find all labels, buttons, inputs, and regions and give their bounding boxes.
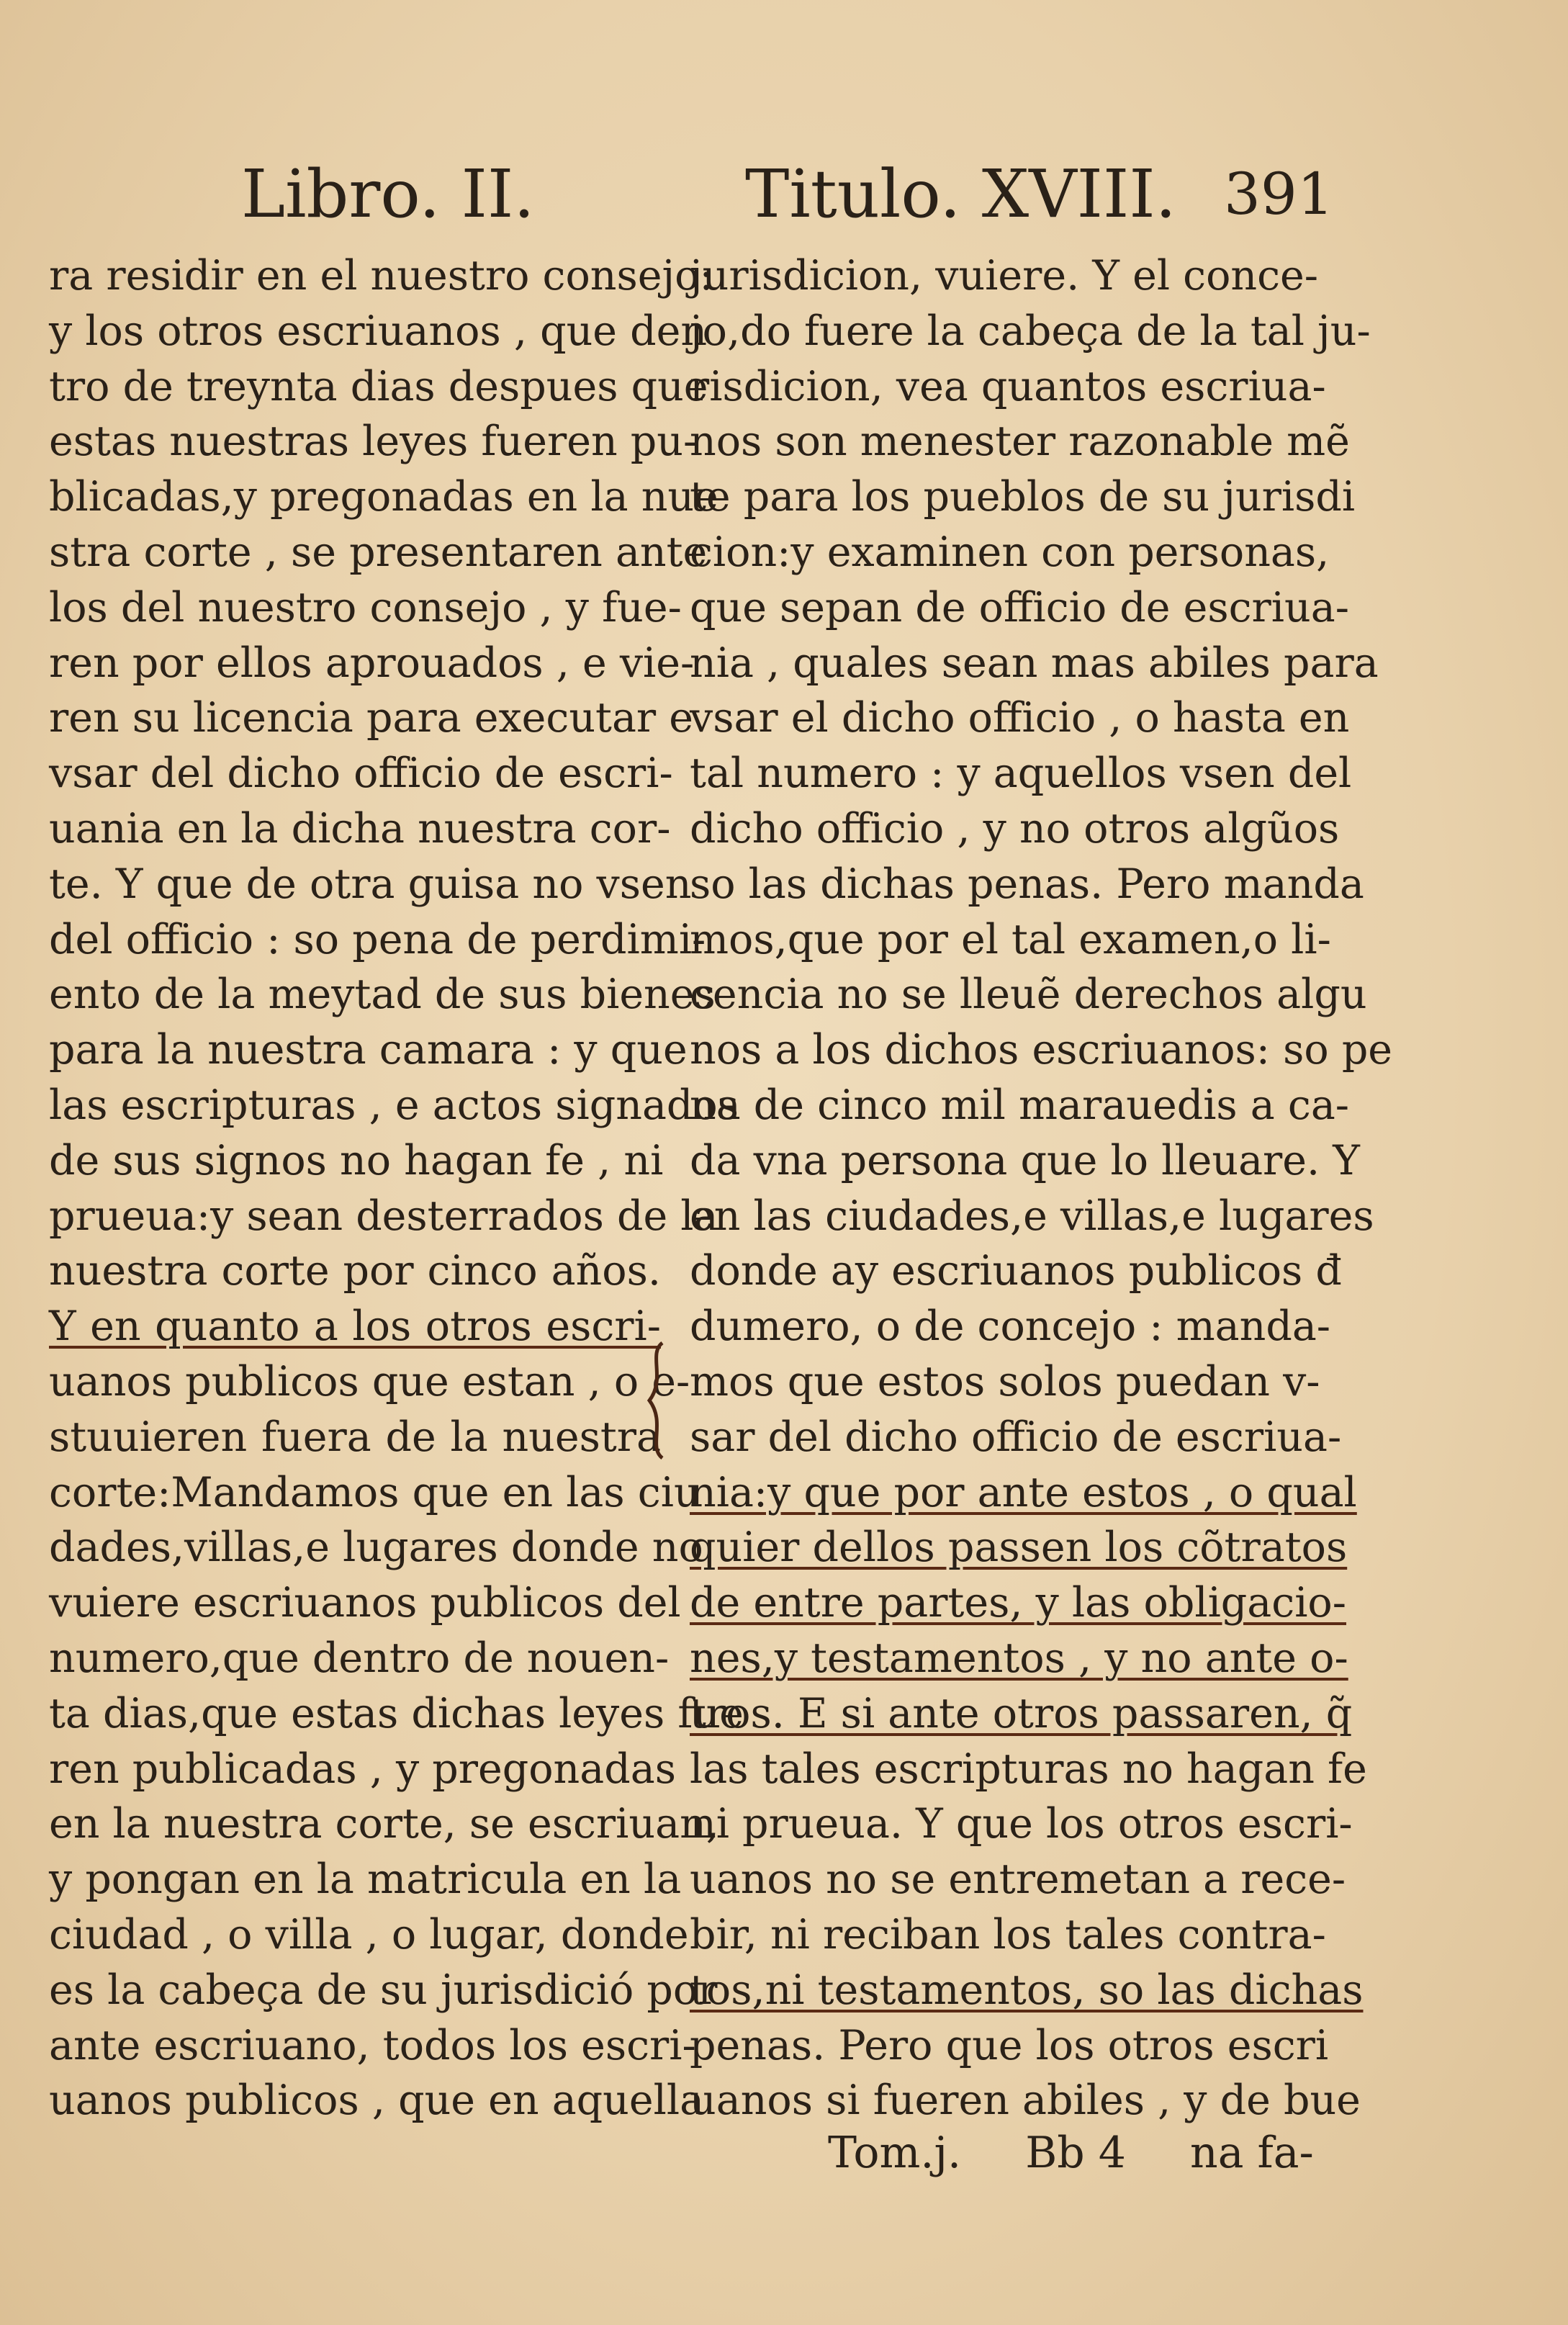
text-line: na de cinco mil marauedis a ca- (690, 1081, 1350, 1129)
text-line: y pongan en la matricula en la (49, 1856, 682, 1904)
text-line: las escripturas , e actos signados (49, 1081, 739, 1129)
text-line: bir, ni reciban los tales contra- (690, 1910, 1326, 1959)
text-line: ciudad , o villa , o lugar, donde (49, 1910, 689, 1959)
text-line: jo,do fuere la cabeça de la tal ju- (690, 307, 1371, 355)
text-line: blicadas,y pregonadas en la nue (49, 473, 718, 521)
text-line: nos son menester razonable mẽ (690, 418, 1350, 466)
text-line: ren su licencia para executar e (49, 694, 694, 742)
text-line: vuiere escriuanos publicos del (49, 1579, 681, 1627)
text-line: dades,villas,e lugares donde no (49, 1524, 703, 1572)
text-line: penas. Pero que los otros escri (690, 2021, 1329, 2069)
text-line: uanos si fueren abiles , y de bue (690, 2077, 1361, 2125)
running-header (0, 151, 1568, 238)
underlined-text-line: Y en quanto a los otros escri- (49, 1303, 661, 1351)
text-line: prueua:y sean desterrados de la (49, 1192, 718, 1240)
text-line: ento de la meytad de sus bienes (49, 971, 716, 1019)
text-line: dicho officio , y no otros algũos (690, 804, 1340, 853)
text-line: stra corte , se presentaren ante (49, 528, 708, 576)
page-footer (828, 2124, 1332, 2182)
page-number: 391 (1224, 161, 1334, 228)
text-line: vsar del dicho officio de escri- (49, 750, 673, 798)
text-line: es la cabeça de su jurisdició por (49, 1966, 718, 2014)
text-line: dumero, o de concejo : manda- (690, 1303, 1331, 1351)
text-line: sar del dicho officio de escriua- (690, 1413, 1342, 1461)
signature-mark: Bb 4 (1025, 2128, 1126, 2178)
text-line: stuuieren fuera de la nuestra (49, 1413, 661, 1461)
text-line: uanos publicos que estan , o e- (49, 1357, 690, 1406)
right-column (690, 248, 1393, 2128)
book-label: Libro. II. (241, 156, 535, 233)
text-line: ren por ellos aprouados , e vie- (49, 639, 695, 687)
text-line: so las dichas penas. Pero manda (690, 860, 1364, 908)
text-line: te. Y que de otra guisa no vsen (49, 860, 692, 908)
text-line: nos a los dichos escriuanos: so pe (690, 1026, 1393, 1074)
text-line: mos que estos solos puedan v- (690, 1357, 1320, 1406)
text-line: mos,que por el tal examen,o li- (690, 915, 1331, 963)
text-line: ni prueua. Y que los otros escri- (690, 1800, 1353, 1848)
volume-label: Tom.j. (828, 2128, 962, 2178)
catchword: na fa- (1190, 2128, 1314, 2178)
text-line: te para los pueblos de su jurisdi (690, 473, 1356, 521)
text-line: en la nuestra corte, se escriuan, (49, 1800, 719, 1848)
text-line: tro de treynta dias despues que (49, 362, 708, 410)
text-line: uania en la dicha nuestra cor- (49, 804, 671, 853)
underlined-text-line: nia:y que por ante estos , o qual (690, 1468, 1357, 1516)
text-line: jurisdicion, vuiere. Y el conce- (690, 252, 1319, 300)
text-line: que sepan de officio de escriua- (690, 583, 1349, 631)
text-line: vsar el dicho officio , o hasta en (690, 694, 1350, 742)
margin-brace-mark (641, 1339, 677, 1462)
text-line: los del nuestro consejo , y fue- (49, 583, 682, 631)
text-line: risdicion, vea quantos escriua- (690, 362, 1326, 410)
text-line: nia , quales sean mas abiles para (690, 639, 1379, 687)
text-line: nuestra corte por cinco años. (49, 1247, 661, 1295)
text-line: para la nuestra camara : y que (49, 1026, 688, 1074)
underlined-text-line: nes,y testamentos , y no ante o- (690, 1634, 1348, 1682)
text-line: tal numero : y aquellos vsen del (690, 750, 1352, 798)
text-line: uanos no se entremetan a rece- (690, 1856, 1346, 1904)
text-line: uanos publicos , que en aquella (49, 2077, 705, 2125)
text-line: corte:Mandamos que en las ciu (49, 1468, 700, 1516)
text-line: da vna persona que lo lleuare. Y (690, 1136, 1360, 1184)
underlined-text-line: tros. E si ante otros passaren, q̃ (690, 1689, 1353, 1737)
text-line: en las ciudades,e villas,e lugares (690, 1192, 1374, 1240)
text-line: del officio : so pena de perdimi- (49, 915, 706, 963)
text-line: cencia no se lleuẽ derechos algu (690, 971, 1367, 1019)
text-line: ra residir en el nuestro consejo: (49, 252, 713, 300)
text-line: ta dias,que estas dichas leyes fue (49, 1689, 744, 1737)
underlined-text-line: de entre partes, y las obligacio- (690, 1579, 1346, 1627)
text-line: donde ay escriuanos publicos đ (690, 1247, 1342, 1295)
text-line: y los otros escriuanos , que den (49, 307, 708, 355)
title-label: Titulo. XVIII. (745, 156, 1176, 233)
text-line: estas nuestras leyes fueren pu- (49, 418, 698, 466)
text-line: cion:y examinen con personas, (690, 528, 1330, 576)
text-line: de sus signos no hagan fe , ni (49, 1136, 664, 1184)
text-line: las tales escripturas no hagan fe (690, 1745, 1367, 1793)
left-column (49, 248, 744, 2128)
underlined-text-line: tos,ni testamentos, so las dichas (690, 1966, 1364, 2014)
text-line: ante escriuano, todos los escri- (49, 2021, 696, 2069)
text-line: ren publicadas , y pregonadas (49, 1745, 676, 1793)
underlined-text-line: quier dellos passen los cõtratos (690, 1524, 1348, 1572)
text-line: numero,que dentro de nouen- (49, 1634, 670, 1682)
